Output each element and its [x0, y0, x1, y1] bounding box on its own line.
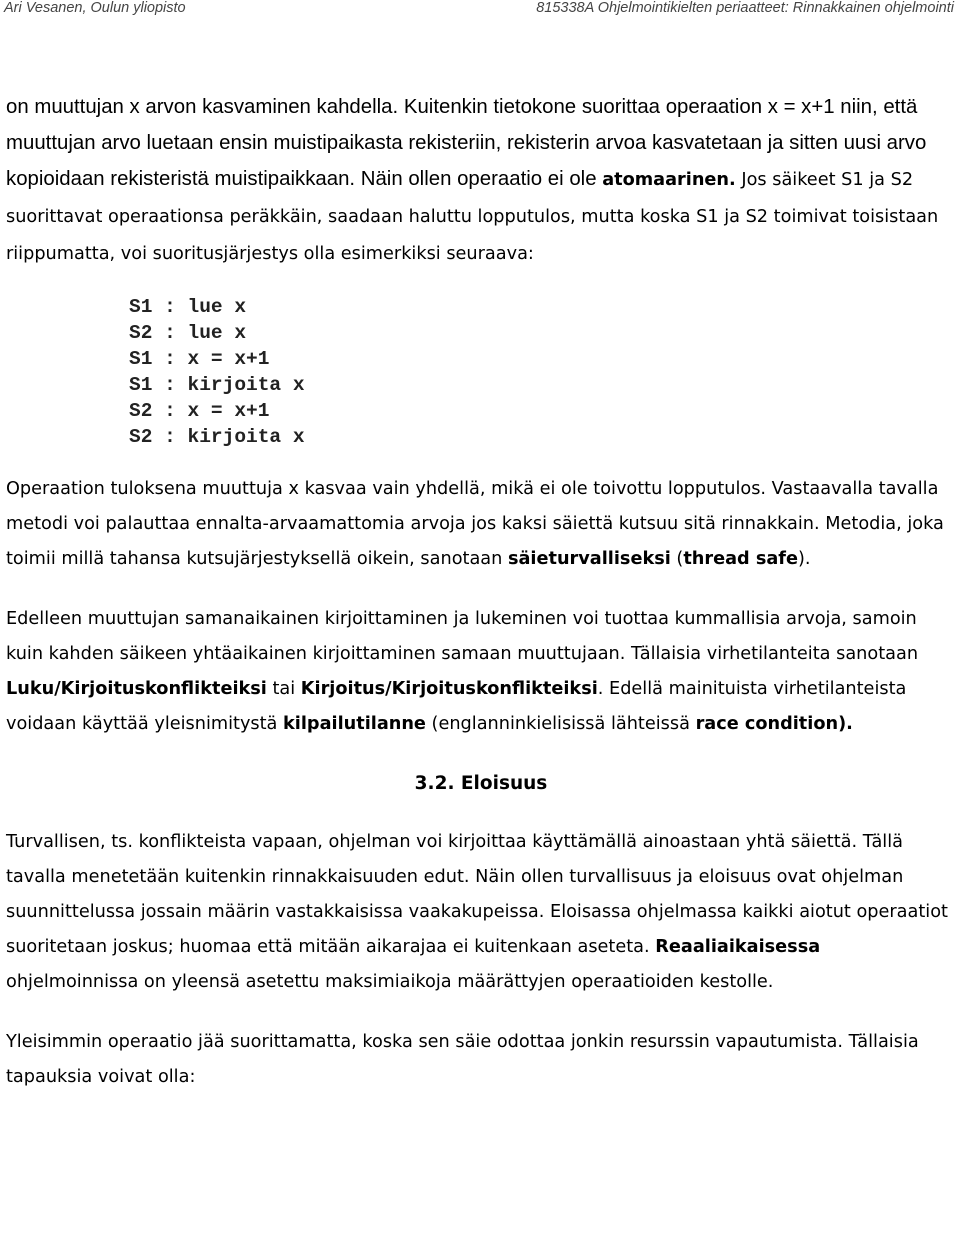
- document-body: [6, 89, 956, 1095]
- para4-text-2: ohjelmoinnissa on yleensä asetettu maksimiaikoja määrättyjen operaatioiden kestolle.: [6, 972, 774, 992]
- term-thread-safe: thread safe: [683, 549, 799, 569]
- para5-text-1: Yleisimmin operaatio jää suorittamatta, koska sen säie odottaa jonkin resurssin vapautumista. Tällaisia tapauksia voivat olla:: [6, 1032, 919, 1087]
- para1-text-2: Jos säikeet S1 ja S2 suorittavat operaationsa peräkkäin, saadaan haluttu lopputulos, mutta koska S1 ja S2 toimivat toisistaan riippumatta, voi suoritusjärjestys olla esimerkiksi seuraava:: [6, 170, 939, 264]
- code-line: S1 : kirjoita x: [129, 374, 305, 396]
- para4-text-1: Turvallisen, ts. konflikteista vapaan, ohjelman voi kirjoittaa käyttämällä ainoastaan yhtä säiettä. Tällä tavalla menetetään kuitenkin rinnakkaisuuden edut. Näin ollen turvallisuus ja eloisuus ovat ohjelman suunnittelussa jossain määrin vastakkaisissa vaakakupeissa. Eloisassa ohjelmassa kaikki aiotut operaatiot suoritetaan joskus; huomaa että mitään aikarajaa ei kuitenkaan aseteta.: [6, 832, 948, 957]
- code-line: S2 : lue x: [129, 322, 247, 344]
- paragraph-conflicts: [6, 602, 956, 742]
- code-line: S1 : x = x+1: [129, 348, 270, 370]
- term-kirjoitus-kirjoituskonflikteiksi: Kirjoitus/Kirjoituskonflikteiksi: [300, 679, 598, 699]
- term-atomaarinen: atomaarinen.: [602, 170, 736, 190]
- code-block: [129, 294, 956, 450]
- term-reaaliaikaisessa: Reaaliaikaisessa: [655, 937, 821, 957]
- para2-text-2: (: [670, 549, 684, 569]
- header-course: 815338A Ohjelmointikielten periaatteet: Rinnakkainen ohjelmointi: [536, 0, 954, 16]
- para3-text-3: . Edellä mainituista virhetilanteista voidaan käyttää yleisnimitystä: [6, 679, 907, 734]
- para3-text-4: (englanninkielisissä lähteissä: [425, 714, 696, 734]
- code-line: S2 : x = x+1: [129, 400, 270, 422]
- page-header: [0, 0, 960, 22]
- term-luku-kirjoituskonflikteiksi: Luku/Kirjoituskonflikteiksi: [6, 679, 267, 699]
- para3-text-1: Edelleen muuttujan samanaikainen kirjoittaminen ja lukeminen voi tuottaa kummallisia arvoja, samoin kuin kahden säikeen yhtäaikainen kirjoittaminen samaan muuttujaan. Tällaisia virhetilanteita sanotaan: [6, 609, 919, 664]
- term-kilpailutilanne: kilpailutilanne: [283, 714, 426, 734]
- term-saieturvalliseksi: säieturvalliseksi: [507, 549, 671, 569]
- paragraph-waiting: [6, 1025, 956, 1095]
- paragraph-atomicity: [6, 89, 956, 272]
- code-line: S1 : lue x: [129, 296, 247, 318]
- para1-text-1: on muuttujan x arvon kasvaminen kahdella. Kuitenkin tietokone suorittaa operaation x = x+1 niin, että muuttujan arvo luetaan ensin muistipaikasta rekisteriin, rekisterin arvoa kasvatetaan ja sitten uusi arvo kopioidaan rekisteristä muistipaikkaan. Näin ollen operaatio ei ole: [6, 96, 927, 190]
- header-author: Ari Vesanen, Oulun yliopisto: [4, 0, 186, 16]
- para2-text-3: ).: [798, 549, 811, 569]
- paragraph-thread-safe: [6, 472, 956, 577]
- term-race-condition: race condition).: [695, 714, 853, 734]
- paragraph-liveness: [6, 825, 956, 1000]
- section-heading: 3.2. Eloisuus: [414, 773, 548, 794]
- code-line: S2 : kirjoita x: [129, 426, 305, 448]
- para2-text-1: Operaation tuloksena muuttuja x kasvaa vain yhdellä, mikä ei ole toivottu lopputulos. Vastaavalla tavalla metodi voi palauttaa ennalta-arvaamattomia arvoja jos kaksi säiettä kutsuu sitä rinnakkain. Metodia, joka toimii millä tahansa kutsujärjestyksellä oikein, sanotaan: [6, 479, 944, 569]
- para3-text-2: tai: [266, 679, 301, 699]
